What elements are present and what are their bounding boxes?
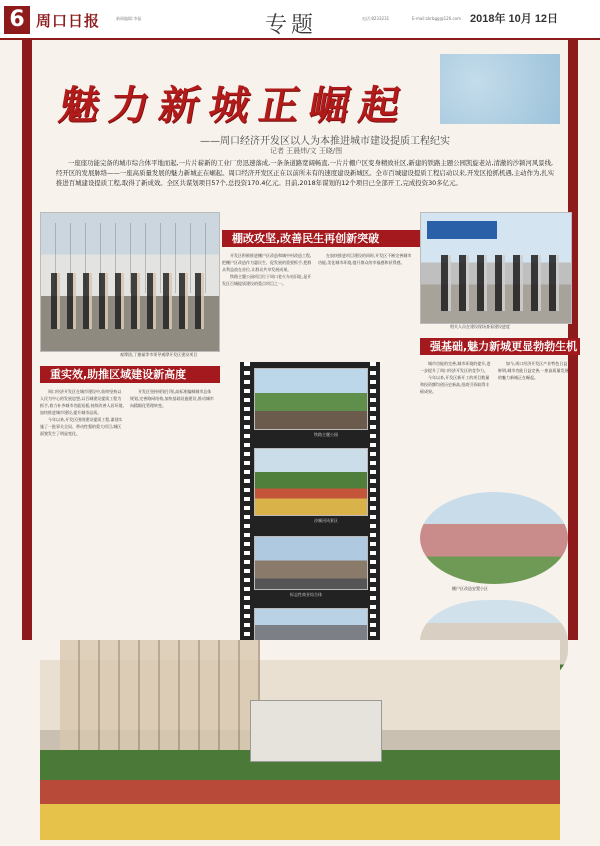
residential-area-photo bbox=[420, 492, 568, 584]
middle-column-1 bbox=[222, 252, 312, 287]
section-title: 专题 bbox=[265, 13, 318, 38]
railway-caption: 铁路主题公园 bbox=[314, 432, 338, 437]
contact-email: E-mail:zkrbgg@126.com bbox=[412, 16, 462, 21]
left-paragraph-1: 周口经济开发区在城市建设中,始终坚持以人民为中心的发展思想,以百城建设提质工程为抓手,着力补齐城市功能短板,持续改善人居环境,加快推进城市建设,提升城市品质。 bbox=[40, 389, 124, 415]
sky-decoration bbox=[440, 54, 560, 124]
right-column-1 bbox=[420, 360, 492, 395]
buildings-caption: 标志性商业综合体 bbox=[290, 592, 322, 597]
contact-phone: 电话:8233231 bbox=[362, 16, 390, 21]
left-section-title: 重实效,助推区域建设新高度 bbox=[40, 366, 220, 383]
headline: 魅力新城正崛起 bbox=[55, 82, 414, 129]
right-section-title: 强基础,魅力新城更显勃勃生机 bbox=[420, 338, 580, 355]
residential-caption: 棚户区改造安置小区 bbox=[452, 586, 488, 591]
intro-paragraph: 一座座功能完备的城市综合体平地而起,一片片崭新的工业厂房迅速落成,一条条道路宽阔畅直,一片片棚户区变身精致社区,新建的铁路主题公园凯旋老站,清澈的沙颍河风景线,经开区的发展脉络——一座高质量发展的魅力新城正在崛起。周口经济开发区正在以前所未有的速度建设新城区。全市百城建设提质工程启动以来,开发区抢抓机遇,主动作为,扎实推进百城建设提质工程,取得了新成效。全区共谋划项目57个,总投资170.4亿元。目前,2018年谋划的12个项目已全部开工,完成投资30多亿元。 bbox=[56, 159, 555, 187]
panorama-buildings bbox=[60, 640, 260, 750]
city-panorama bbox=[40, 640, 560, 840]
film-perforation-right bbox=[370, 362, 376, 652]
byline: 记者 王晨炜/文 王晓/图 bbox=[270, 147, 343, 155]
inspection-caption: 观摩团,丁德福等市领导观摩开发区建设项目 bbox=[120, 352, 198, 357]
left-frame bbox=[22, 40, 32, 640]
film-perforation-left bbox=[244, 362, 250, 652]
middle-section-title: 棚改攻坚,改善民生再创新突破 bbox=[222, 230, 422, 247]
middle-paragraph-3: 在加快推进项目建设的同时,开发区不断完善城市功能,美化城市环境,提升群众的幸福感和获得感。 bbox=[318, 253, 412, 265]
editor-line: 新闻编辑:李磊 bbox=[116, 16, 142, 21]
subheadline: ——周口经济开发区以人为本推进城市建设提质工程纪实 bbox=[200, 136, 450, 147]
panorama-plaza bbox=[250, 700, 382, 762]
left-paragraph-2: 今年以来,开发区围绕建设提质工程,谋划实施了一批事关全局、带动性强的重大项目,城区面貌发生了明显变化。 bbox=[40, 417, 123, 436]
left-paragraph-3: 开发区坚持规划引领,高标准编制城市总体规划,完善路网结构,加快基础设施建设,推动城市向精细化管理转变。 bbox=[130, 389, 214, 408]
right-paragraph-3: 如今,周口经济开发区产业特色日益鲜明,城市功能日益完善,一座高质量发展的魅力新城正在崛起。 bbox=[498, 361, 569, 380]
middle-column-2 bbox=[318, 252, 412, 266]
right-paragraph-2: 今年以来,开发区新开工的项目数量和投资额均创历史新高,招商引资取得丰硕成果。 bbox=[420, 375, 490, 394]
right-paragraph-1: 城市功能的完善,城市环境的提升,进一步提升了周口经济开发区的竞争力。 bbox=[420, 361, 491, 373]
commercial-building-photo bbox=[254, 536, 368, 590]
middle-paragraph-2: 铁路主题公园项目位于周口老火车站旧址,是开发区百城提质建设的重点项目之一。 bbox=[222, 274, 312, 286]
left-column-1 bbox=[40, 388, 125, 437]
newspaper-logo: 周口日报 bbox=[36, 12, 101, 30]
site-tour-photo bbox=[420, 212, 572, 324]
issue-date: 2018年 10月 12日 bbox=[470, 13, 559, 25]
park-caption: 沙颍河风景区 bbox=[314, 518, 338, 523]
middle-paragraph-1: 开发区积极推进棚户区改造和城中村改造工程,把棚户区改造作为惠民生、促发展的重要抓手,把群众利益放在首位,让群众共享发展成果。 bbox=[222, 253, 312, 272]
left-column-2 bbox=[130, 388, 215, 409]
right-column-2 bbox=[498, 360, 570, 381]
flower-park-photo bbox=[254, 448, 368, 516]
blue-banner bbox=[427, 221, 497, 239]
page-number: 6 bbox=[4, 6, 30, 34]
tour-caption: 相关人员在建设现场查看建设进度 bbox=[450, 324, 510, 329]
inspection-photo bbox=[40, 212, 220, 352]
railway-park-photo bbox=[254, 368, 368, 430]
